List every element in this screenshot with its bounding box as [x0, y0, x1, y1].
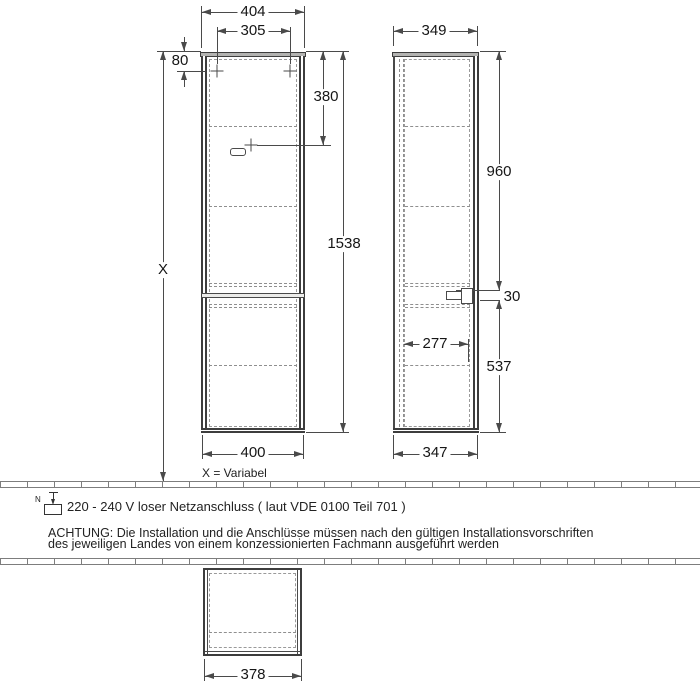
- side-top-panel: [392, 52, 479, 57]
- side-front-door-edge: [473, 56, 479, 432]
- front-left-wall: [201, 56, 207, 432]
- handle-profile-tab: [446, 291, 462, 300]
- extension-line: [290, 27, 291, 64]
- extension-line: [477, 26, 478, 46]
- plan-inner-edge-left: [207, 570, 208, 654]
- side-bottom-edge: [393, 428, 479, 433]
- attention-note-line2: des jeweiligen Landes von einem konzessionierten Fachmann ausgeführt werden: [48, 537, 499, 551]
- arrowhead: [394, 451, 403, 457]
- shelf-dashed-line: [405, 126, 470, 127]
- dim-front-width-bottom: 400: [237, 445, 268, 461]
- dim-side-upper-section: 960: [483, 164, 514, 180]
- shelf-dashed-line: [405, 365, 470, 366]
- arrowhead: [496, 51, 502, 60]
- arrowhead: [160, 472, 166, 481]
- plan-inner-edge-bottom: [205, 651, 300, 652]
- extension-line: [306, 432, 349, 433]
- arrowhead: [202, 9, 211, 15]
- shelf-dashed-line: [405, 304, 470, 305]
- front-inner-dashed-outline: [209, 59, 297, 427]
- extension-line: [303, 435, 304, 459]
- leader-line: [257, 145, 331, 146]
- back-panel-dashed: [399, 59, 400, 427]
- extension-line: [477, 435, 478, 459]
- front-right-wall: [299, 56, 305, 432]
- arrowhead: [160, 51, 166, 60]
- floor-line-upper: [0, 481, 700, 488]
- power-icon-box: [44, 504, 62, 515]
- arrowhead: [281, 28, 290, 34]
- dim-front-height: 1538: [324, 236, 363, 252]
- power-icon-arrow: [51, 499, 55, 505]
- power-icon-letter: N: [35, 495, 41, 504]
- shelf-dashed-line: [209, 206, 297, 207]
- arrowhead: [181, 71, 187, 80]
- arrowhead: [320, 51, 326, 60]
- shelf-dashed-line: [209, 286, 297, 287]
- floor-line-lower: [0, 558, 700, 565]
- mounting-hole-cross: [211, 65, 224, 78]
- arrowhead: [294, 451, 303, 457]
- shelf-dashed-line: [209, 126, 297, 127]
- extension-line: [301, 659, 302, 681]
- power-note: 220 - 240 V loser Netzanschluss ( laut VDE 0100 Teil 701 ): [67, 499, 406, 514]
- dim-front-hole-spacing: 305: [237, 23, 268, 39]
- dim-side-depth-top: 349: [418, 23, 449, 39]
- side-inner-dashed-outline: [404, 59, 470, 427]
- extension-line: [304, 6, 305, 48]
- shelf-dashed-line: [405, 206, 470, 207]
- arrowhead: [217, 28, 226, 34]
- arrowhead: [203, 451, 212, 457]
- dim-side-handle-gap: 30: [501, 289, 524, 305]
- arrowhead: [496, 423, 502, 432]
- arrowhead: [181, 42, 187, 51]
- shelf-dashed-line: [209, 365, 297, 366]
- arrowhead: [295, 9, 304, 15]
- shelf-dashed-line: [405, 283, 470, 284]
- door-gap-line: [201, 297, 305, 298]
- arrowhead: [205, 673, 214, 679]
- dim-side-depth-bottom: 347: [419, 445, 450, 461]
- arrowhead: [404, 341, 413, 347]
- extension-line: [480, 51, 506, 52]
- dim-front-width-top: 404: [237, 4, 268, 20]
- attention-note-line1: ACHTUNG: Die Installation und die Anschlüsse müssen nach den gültigen Installationsvorschriften: [48, 526, 594, 540]
- arrowhead: [340, 423, 346, 432]
- dim-side-lower-section: 537: [483, 359, 514, 375]
- shelf-dashed-line: [405, 286, 470, 287]
- arrowhead: [459, 341, 468, 347]
- dim-front-height-to-floor: X: [155, 262, 171, 278]
- shelf-dashed-line: [209, 307, 297, 308]
- shelf-dashed-line: [209, 283, 297, 284]
- door-gap-line: [201, 293, 305, 294]
- plan-inner-dashed-outline: [209, 573, 296, 648]
- mounting-hole-cross: [284, 65, 297, 78]
- dim-plan-width: 378: [237, 667, 268, 683]
- front-bottom-edge: [201, 428, 305, 433]
- handle-position-cross: [245, 139, 258, 152]
- dim-side-handle-inset: 277: [419, 336, 450, 352]
- arrowhead: [468, 28, 477, 34]
- dim-front-handle-offset-top: 380: [310, 89, 341, 105]
- arrowhead: [340, 51, 346, 60]
- extension-line: [468, 339, 469, 362]
- x-variable-note: X = Variabel: [202, 466, 267, 480]
- plan-dashed-line: [209, 632, 296, 633]
- arrowhead: [320, 136, 326, 145]
- dim-front-hole-offset-top: 80: [169, 53, 192, 69]
- shelf-dashed-line: [209, 304, 297, 305]
- arrowhead: [468, 451, 477, 457]
- extension-line: [480, 432, 506, 433]
- plan-inner-edge-right: [297, 570, 298, 654]
- arrowhead: [292, 673, 301, 679]
- shelf-dashed-line: [405, 307, 470, 308]
- side-back-wall: [393, 56, 395, 432]
- handle-profile-section: [461, 288, 473, 304]
- arrowhead: [394, 28, 403, 34]
